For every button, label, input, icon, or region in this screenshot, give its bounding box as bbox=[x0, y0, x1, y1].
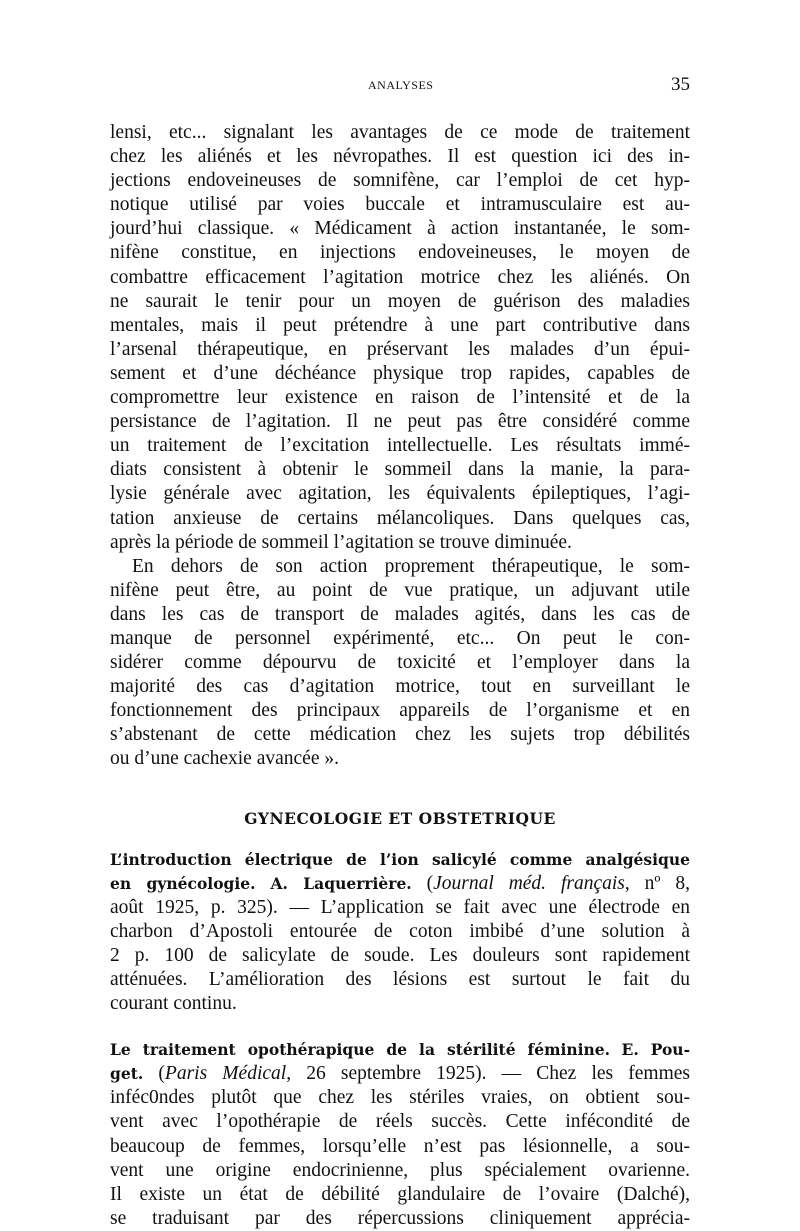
text-line: diats consistent à obtenir le sommeil dans la manie, la para- bbox=[110, 459, 690, 481]
text-line: manque de personnel expérimenté, etc... On peut le con- bbox=[110, 627, 690, 649]
paragraph-somnifene bbox=[110, 121, 690, 555]
text-line: lysie générale avec agitation, les équivalents épileptiques, l’agi- bbox=[110, 483, 690, 505]
entry-title: L’introduction électrique de l’ion salicylé comme analgésique bbox=[110, 849, 690, 869]
text-line: Il existe un état de débilité glandulaire de l’ovaire (Dalché), bbox=[110, 1183, 690, 1205]
entry-author: E. Pou- bbox=[621, 1040, 691, 1060]
text-line: ne saurait le tenir pour un moyen de guérison des maladies bbox=[110, 290, 690, 312]
text-line: août 1925, p. 325). — L’application se fait avec une électrode en bbox=[110, 896, 690, 918]
text-line: vent avec l’opothérapie de réels succès. Cette infécondité de bbox=[110, 1111, 690, 1133]
entry-citation: , nº 8, bbox=[624, 872, 690, 894]
text-line: vent une origine endocrinienne, plus spécialement ovarienne. bbox=[110, 1159, 690, 1181]
running-head bbox=[110, 70, 690, 100]
text-line: chez les aliénés et les névropathes. Il est question ici des in- bbox=[110, 146, 690, 168]
text-line: sement et d’une déchéance physique trop rapides, capables de bbox=[110, 362, 690, 384]
text-line: get. (Paris Médical, 26 septembre 1925). — Chez les femmes bbox=[110, 1063, 690, 1085]
text-line: après la période de sommeil l’agitation se trouve diminuée. bbox=[110, 531, 572, 553]
text-line: compromettre leur existence en raison de l’intensité et de la bbox=[110, 387, 690, 409]
text-line: un traitement de l’excitation intellectuelle. Les résultats immé- bbox=[110, 435, 690, 457]
text-line: jections endoveineuses de somnifène, car l’emploi de cet hyp- bbox=[110, 170, 690, 192]
abstract-entry-sterilite bbox=[110, 1038, 690, 1231]
entry-title: Le traitement opothérapique de la stérilité féminine. bbox=[110, 1040, 611, 1060]
entry-journal: Journal méd. français bbox=[433, 872, 625, 894]
page-number: 35 bbox=[671, 74, 690, 95]
text-line: dans les cas de transport de malades agités, dans les cas de bbox=[110, 603, 690, 625]
text-line: sidérer comme dépourvu de toxicité et l’employer dans la bbox=[110, 652, 690, 674]
text-line: fonctionnement des principaux appareils de l’organisme et en bbox=[110, 700, 690, 722]
text-line: courant continu. bbox=[110, 993, 237, 1015]
section-heading: GYNECOLOGIE ET OBSTETRIQUE bbox=[244, 808, 556, 828]
text-line: en gynécologie. A. Laquerrière. (Journal méd. français, nº 8, bbox=[110, 872, 690, 894]
text-line: inféc0ndes plutôt que chez les stériles vraies, on obtient sou- bbox=[110, 1087, 690, 1109]
text-line: atténuées. L’amélioration des lésions est surtout le fait du bbox=[110, 969, 690, 990]
text-line: ou d’une cachexie avancée ». bbox=[110, 748, 339, 770]
text-line: se traduisant par des répercussions cliniquement apprécia- bbox=[110, 1207, 690, 1229]
text-line: En dehors de son action proprement thérapeutique, le som- bbox=[132, 555, 690, 577]
text-line: persistance de l’agitation. Il ne peut pas être considéré comme bbox=[110, 411, 690, 433]
text-line bbox=[110, 1038, 690, 1062]
text-line: jourd’hui classique. « Médicament à action instantanée, le som- bbox=[110, 218, 690, 240]
paragraph-transport bbox=[110, 555, 690, 772]
text-line: l’arsenal thérapeutique, en préservant les malades d’un épui- bbox=[110, 338, 690, 360]
text-line: charbon d’Apostoli entourée de coton imbibé d’une solution à bbox=[110, 920, 690, 942]
running-title: ANALYSES bbox=[368, 78, 434, 92]
text-line: nifène constitue, en injections endoveineuses, le moyen de bbox=[110, 242, 690, 264]
text-line: lensi, etc... signalant les avantages de ce mode de traitement bbox=[110, 122, 690, 143]
text-line: mentales, mais il peut prétendre à une part contributive dans bbox=[110, 314, 690, 336]
text-line: majorité des cas d’agitation motrice, tout en surveillant le bbox=[110, 676, 690, 698]
book-page bbox=[110, 70, 690, 1231]
text-line: nifène peut être, au point de vue pratique, un adjuvant utile bbox=[110, 579, 690, 601]
abstract-entry-salicyle bbox=[110, 848, 690, 1017]
text-line: s’abstenant de cette médication chez les sujets trop débilités bbox=[110, 724, 690, 746]
text-line: notique utilisé par voies buccale et intramusculaire est au- bbox=[110, 194, 690, 216]
text-line: combattre efficacement l’agitation motrice chez les aliénés. On bbox=[110, 266, 690, 288]
entry-citation: , 26 septembre 1925). — Chez les femmes bbox=[286, 1063, 690, 1085]
entry-journal: Paris Médical bbox=[164, 1063, 287, 1085]
entry-title-end: en gynécologie. bbox=[110, 873, 256, 893]
entry-author-end: get. bbox=[110, 1064, 144, 1084]
entry-author: A. Laquerrière. bbox=[270, 873, 412, 893]
text-line: beaucoup de femmes, lorsqu’elle n’est pas lésionnelle, a sou- bbox=[110, 1135, 690, 1157]
text-line: 2 p. 100 de salicylate de soude. Les douleurs sont rapidement bbox=[110, 944, 690, 966]
text-line: tation anxieuse de certains mélancoliques. Dans quelques cas, bbox=[110, 507, 690, 529]
